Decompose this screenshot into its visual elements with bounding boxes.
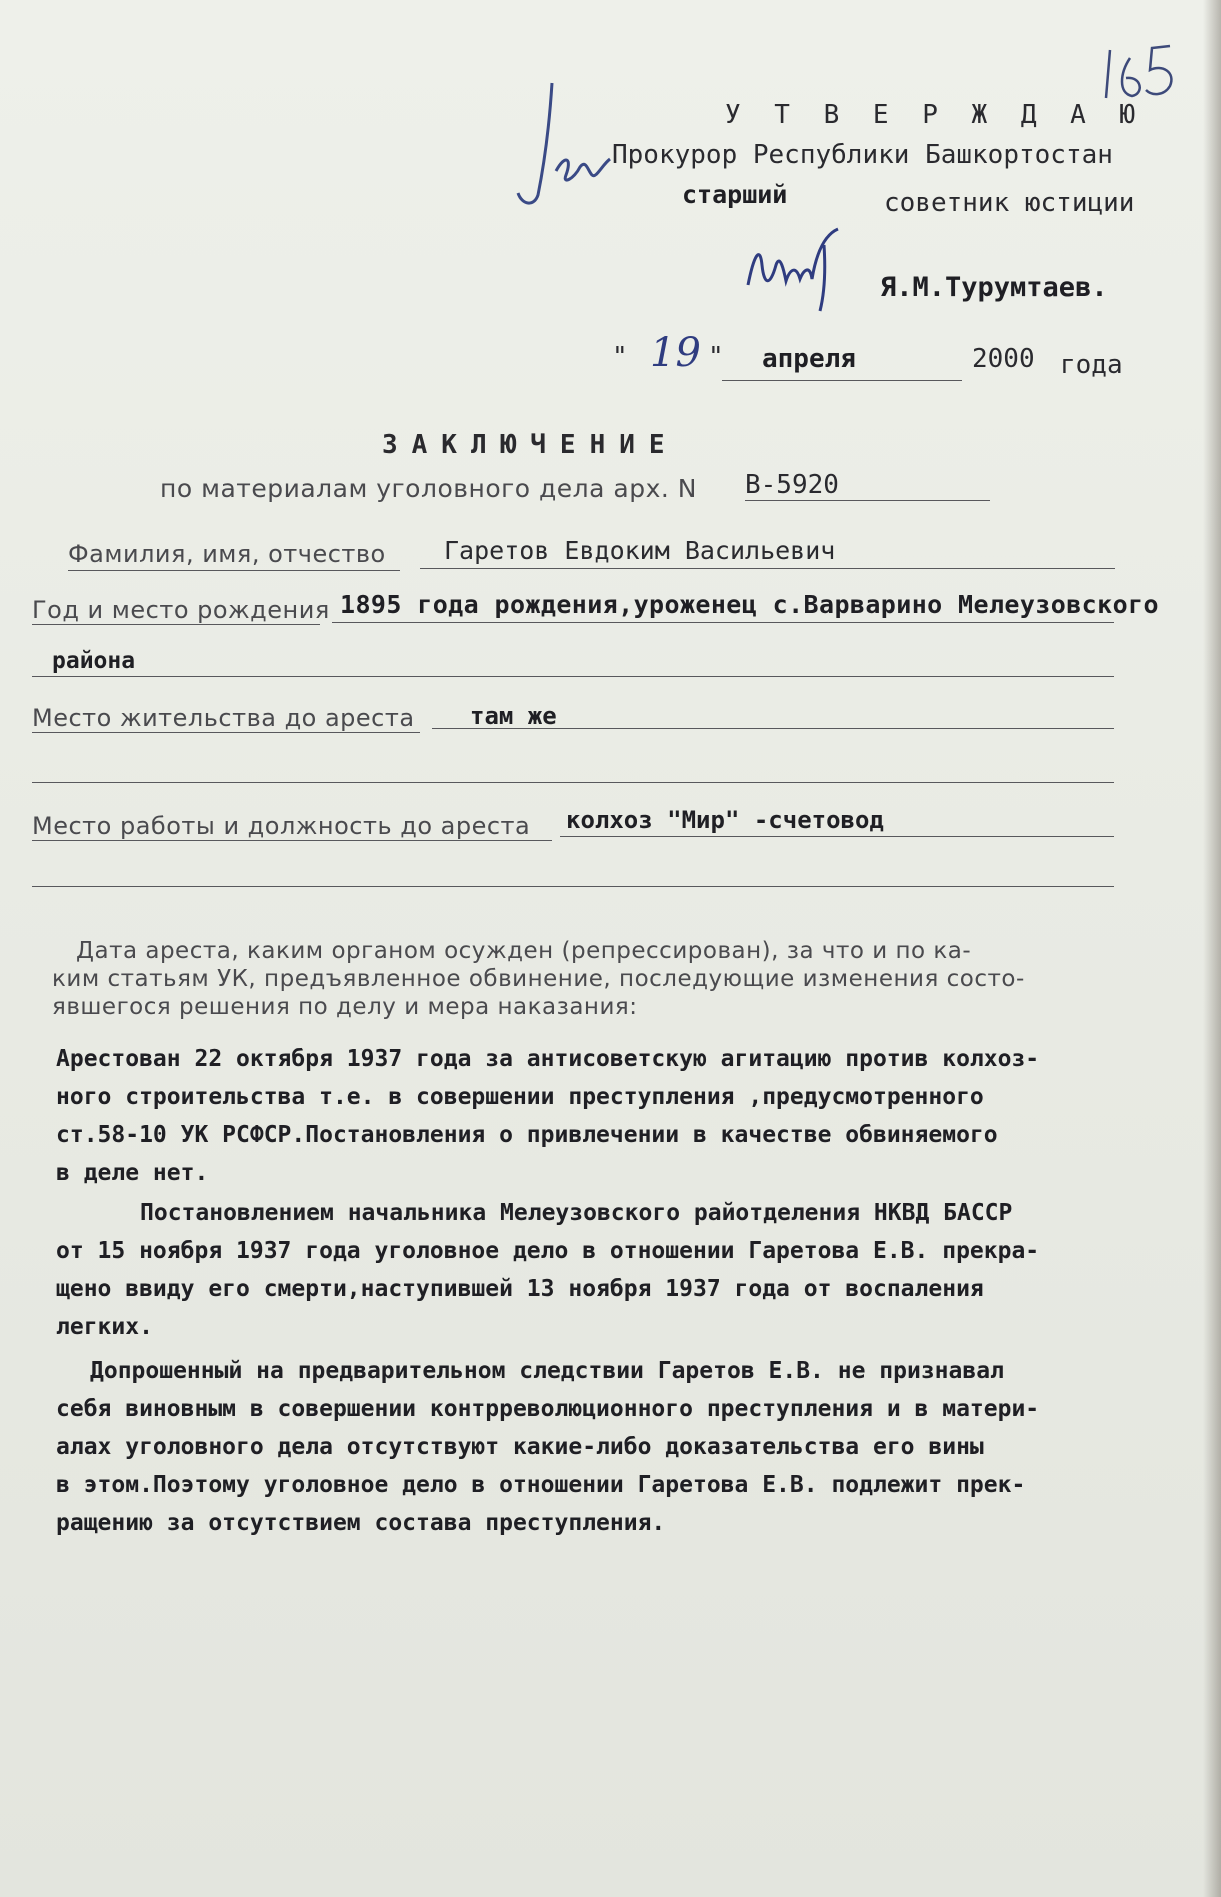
- work-second-line: [32, 886, 1114, 887]
- birth-value-line: [332, 622, 1114, 623]
- body-p2-line1: Постановлением начальника Мелеузовского райотделения НКВД БАССР: [140, 1200, 1013, 1226]
- birth-second-line: [32, 676, 1114, 677]
- approval-rank-1: старший: [682, 180, 788, 209]
- body-p2-line2: от 15 ноября 1937 года уголовное дело в отношении Гаретова Е.В. прекра-: [56, 1238, 1040, 1264]
- fio-label: Фамилия, имя, отчество: [68, 540, 386, 568]
- handwritten-initials: [510, 75, 620, 215]
- document-subtitle: по материалам уголовного дела арх. N: [160, 474, 697, 503]
- work-label: Место работы и должность до ареста: [32, 812, 531, 840]
- body-p3-line3: алах уголовного дела отсутствуют какие-либо доказательства его вины: [56, 1434, 984, 1460]
- instructions-line1: Дата ареста, каким органом осужден (репрессирован), за что и по ка-: [76, 938, 972, 964]
- body-p3-line4: в этом.Поэтому уголовное дело в отношении Гаретова Е.В. подлежит прек-: [56, 1472, 1026, 1498]
- body-p2-line3: щено ввиду его смерти,наступившей 13 ноября 1937 года от воспаления: [56, 1276, 984, 1302]
- fio-label-underline: [68, 570, 400, 571]
- date-month: апреля: [762, 344, 856, 374]
- work-label-underline: [32, 840, 552, 841]
- birth-label: Год и место рождения: [32, 596, 330, 624]
- page-edge-shadow: [1203, 0, 1221, 1897]
- residence-value-line: [432, 728, 1114, 729]
- instructions-line3: явшегося решения по делу и мера наказания:: [52, 994, 638, 1020]
- residence-second-line: [32, 782, 1114, 783]
- date-suffix: года: [1060, 350, 1123, 380]
- fio-value-line: [420, 568, 1115, 569]
- date-quote-close: ": [708, 342, 724, 372]
- fio-value: Гаретов Евдоким Васильевич: [444, 536, 836, 565]
- date-quote-open: ": [612, 342, 628, 372]
- approval-rank-2: советник юстиции: [884, 188, 1135, 218]
- date-year: 2000: [972, 344, 1035, 374]
- approval-name: Я.М.Турумтаев.: [880, 272, 1108, 303]
- body-p1-line1: Арестован 22 октября 1937 года за антисоветскую агитацию против колхоз-: [56, 1046, 1040, 1072]
- handwritten-folio-number: [1100, 38, 1190, 108]
- work-value: колхоз "Мир" -счетовод: [566, 806, 884, 834]
- residence-label-underline: [32, 732, 420, 733]
- approval-position: Прокурор Республики Башкортостан: [612, 140, 1113, 170]
- body-p1-line4: в деле нет.: [56, 1160, 209, 1186]
- body-p1-line2: ного строительства т.е. в совершении преступления ,предусмотренного: [56, 1084, 984, 1110]
- birth-value-line2: района: [52, 648, 136, 674]
- signature: [740, 225, 880, 315]
- body-p3-line2: себя виновным в совершении контрреволюционного преступления и в матери-: [56, 1396, 1040, 1422]
- work-value-line: [560, 836, 1114, 837]
- residence-label: Место жительства до ареста: [32, 704, 415, 732]
- date-day-handwritten: 19: [650, 330, 701, 376]
- body-p1-line3: ст.58-10 УК РСФСР.Постановления о привлечении в качестве обвиняемого: [56, 1122, 998, 1148]
- case-number: В-5920: [745, 470, 839, 500]
- body-p2-line4: легких.: [56, 1314, 153, 1340]
- body-p3-line5: ращению за отсутствием состава преступления.: [56, 1510, 666, 1536]
- approval-heading: У Т В Е Р Ж Д А Ю: [725, 100, 1145, 130]
- residence-value: там же: [470, 702, 557, 730]
- birth-value-line1: 1895 года рождения,уроженец с.Варварино Мелеузовского: [340, 590, 1159, 619]
- birth-label-underline: [32, 624, 320, 625]
- instructions-line2: ким статьям УК, предъявленное обвинение, последующие изменения состо-: [52, 966, 1025, 992]
- body-p3-line1: Допрошенный на предварительном следствии Гаретов Е.В. не признавал: [90, 1358, 1004, 1384]
- case-number-underline: [745, 500, 990, 501]
- date-month-underline: [722, 380, 962, 381]
- document-title: ЗАКЛЮЧЕНИЕ: [382, 430, 679, 460]
